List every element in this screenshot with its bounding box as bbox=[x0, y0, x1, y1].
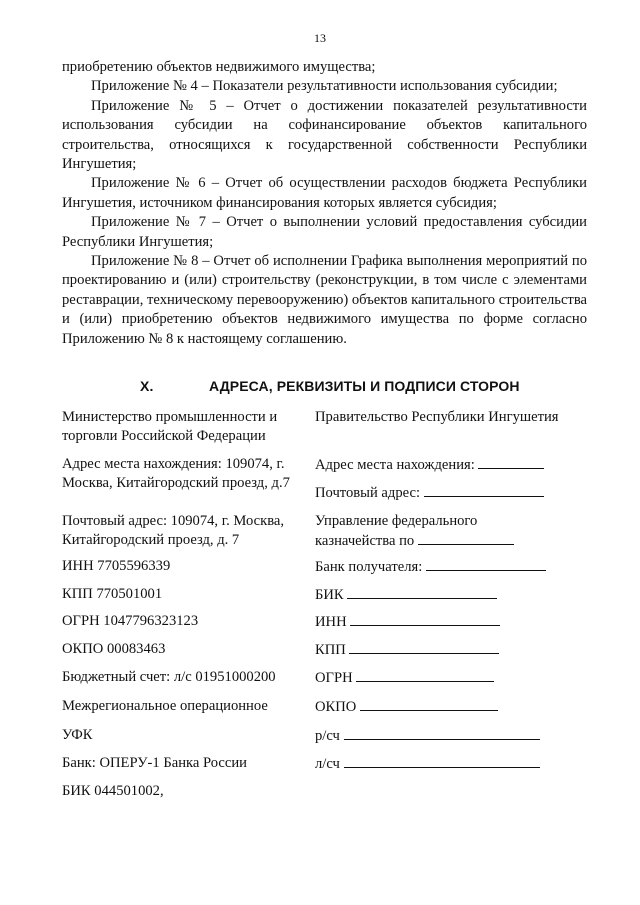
paragraph: Приложение № 8 – Отчет об исполнении Графика выполнения мероприятий по проектированию и (или) строительству (реконструкции, в том числе с элементами реставрации, техническому перевооружению) объектов капитального строительства и (или) приобретению объектов недвижимого имущества по форме согласно Приложению № 8 к настоящему соглашению. bbox=[62, 253, 587, 347]
right-party-postal-label: Почтовый адрес: bbox=[315, 485, 421, 501]
right-party-bank-label: Банк получателя: bbox=[315, 559, 423, 575]
paragraph: приобретению объектов недвижимого имущества; bbox=[62, 59, 376, 75]
left-party-interregional: Межрегиональное операционное bbox=[62, 698, 268, 714]
right-party-postal-row bbox=[315, 483, 605, 503]
paragraph: Приложение № 7 – Отчет о выполнении условий предоставления субсидии Республики Ингушетия; bbox=[62, 214, 587, 250]
left-party-name: Министерство промышленности и торговли Российской Федерации bbox=[62, 409, 278, 445]
right-party-okpo-label: ОКПО bbox=[315, 699, 357, 715]
inn-blank bbox=[350, 612, 500, 626]
okpo-blank bbox=[360, 697, 498, 711]
paragraph: Приложение № 4 – Показатели результативности использования субсидии; bbox=[91, 78, 558, 95]
right-party-ogrn-row bbox=[315, 668, 605, 688]
right-party-treasury bbox=[315, 512, 605, 552]
section-number: X. bbox=[140, 378, 154, 394]
right-party-kpp-row bbox=[315, 640, 605, 660]
paragraph: Приложение № 5 – Отчет о достижении показателей результативности использования субсидии на софинансирование объектов капитального строительства, относящихся к государственной собственности Республики Ингушетия; bbox=[62, 97, 587, 173]
right-party-treasury-line2: казначейства по bbox=[315, 533, 415, 550]
bank-blank bbox=[426, 557, 546, 571]
paragraph: Приложение № 6 – Отчет об осуществлении расходов бюджета Республики Ингушетия, источником финансирования которых является субсидия; bbox=[62, 175, 587, 211]
rs-blank bbox=[344, 726, 540, 740]
right-party-rs-row bbox=[315, 726, 605, 746]
section-heading bbox=[140, 378, 610, 394]
bik-blank bbox=[347, 585, 497, 599]
right-party-inn-row bbox=[315, 612, 605, 632]
right-party-name: Правительство Республики Ингушетия bbox=[315, 409, 559, 425]
right-party-ogrn-label: ОГРН bbox=[315, 670, 353, 686]
left-party-budget-account: Бюджетный счет: л/с 01951000200 bbox=[62, 669, 276, 685]
right-party-ls-row bbox=[315, 754, 605, 774]
kpp-blank bbox=[349, 640, 499, 654]
left-party-inn: ИНН 7705596339 bbox=[62, 558, 171, 574]
right-party-bik-label: БИК bbox=[315, 587, 344, 603]
left-party-bank: Банк: ОПЕРУ-1 Банка России bbox=[62, 755, 247, 771]
section-title: АДРЕСА, РЕКВИЗИТЫ И ПОДПИСИ СТОРОН bbox=[209, 378, 520, 394]
address-blank bbox=[478, 455, 544, 469]
right-party-bank-row bbox=[315, 557, 605, 577]
left-party-ufk: УФК bbox=[62, 727, 93, 743]
right-party-treasury-line2-row bbox=[315, 531, 605, 551]
right-party-inn-label: ИНН bbox=[315, 614, 347, 630]
postal-blank bbox=[424, 483, 544, 497]
left-party-kpp: КПП 770501001 bbox=[62, 586, 163, 602]
left-party-ogrn: ОГРН 1047796323123 bbox=[62, 613, 199, 629]
right-party-address-label: Адрес места нахождения: bbox=[315, 457, 475, 473]
ls-blank bbox=[344, 754, 540, 768]
left-party-okpo: ОКПО 00083463 bbox=[62, 641, 166, 657]
page-number: 13 bbox=[314, 31, 326, 45]
right-party-address-row bbox=[315, 455, 605, 475]
right-party-okpo-row bbox=[315, 697, 605, 717]
treasury-blank bbox=[418, 531, 514, 545]
ogrn-blank bbox=[356, 668, 494, 682]
body-text bbox=[62, 58, 587, 349]
right-party-rs-label: р/сч bbox=[315, 728, 340, 744]
right-party-bik-row bbox=[315, 585, 605, 605]
left-party-address: Адрес места нахождения: 109074, г. Москва, Китайгородский проезд, д.7 bbox=[62, 456, 290, 492]
left-party-postal: Почтовый адрес: 109074, г. Москва, Китайгородский проезд, д. 7 bbox=[62, 513, 285, 549]
right-party-ls-label: л/сч bbox=[315, 756, 340, 772]
left-party-bik: БИК 044501002, bbox=[62, 783, 164, 799]
right-party-kpp-label: КПП bbox=[315, 642, 346, 658]
right-party-treasury-line1: Управление федерального bbox=[315, 513, 478, 529]
